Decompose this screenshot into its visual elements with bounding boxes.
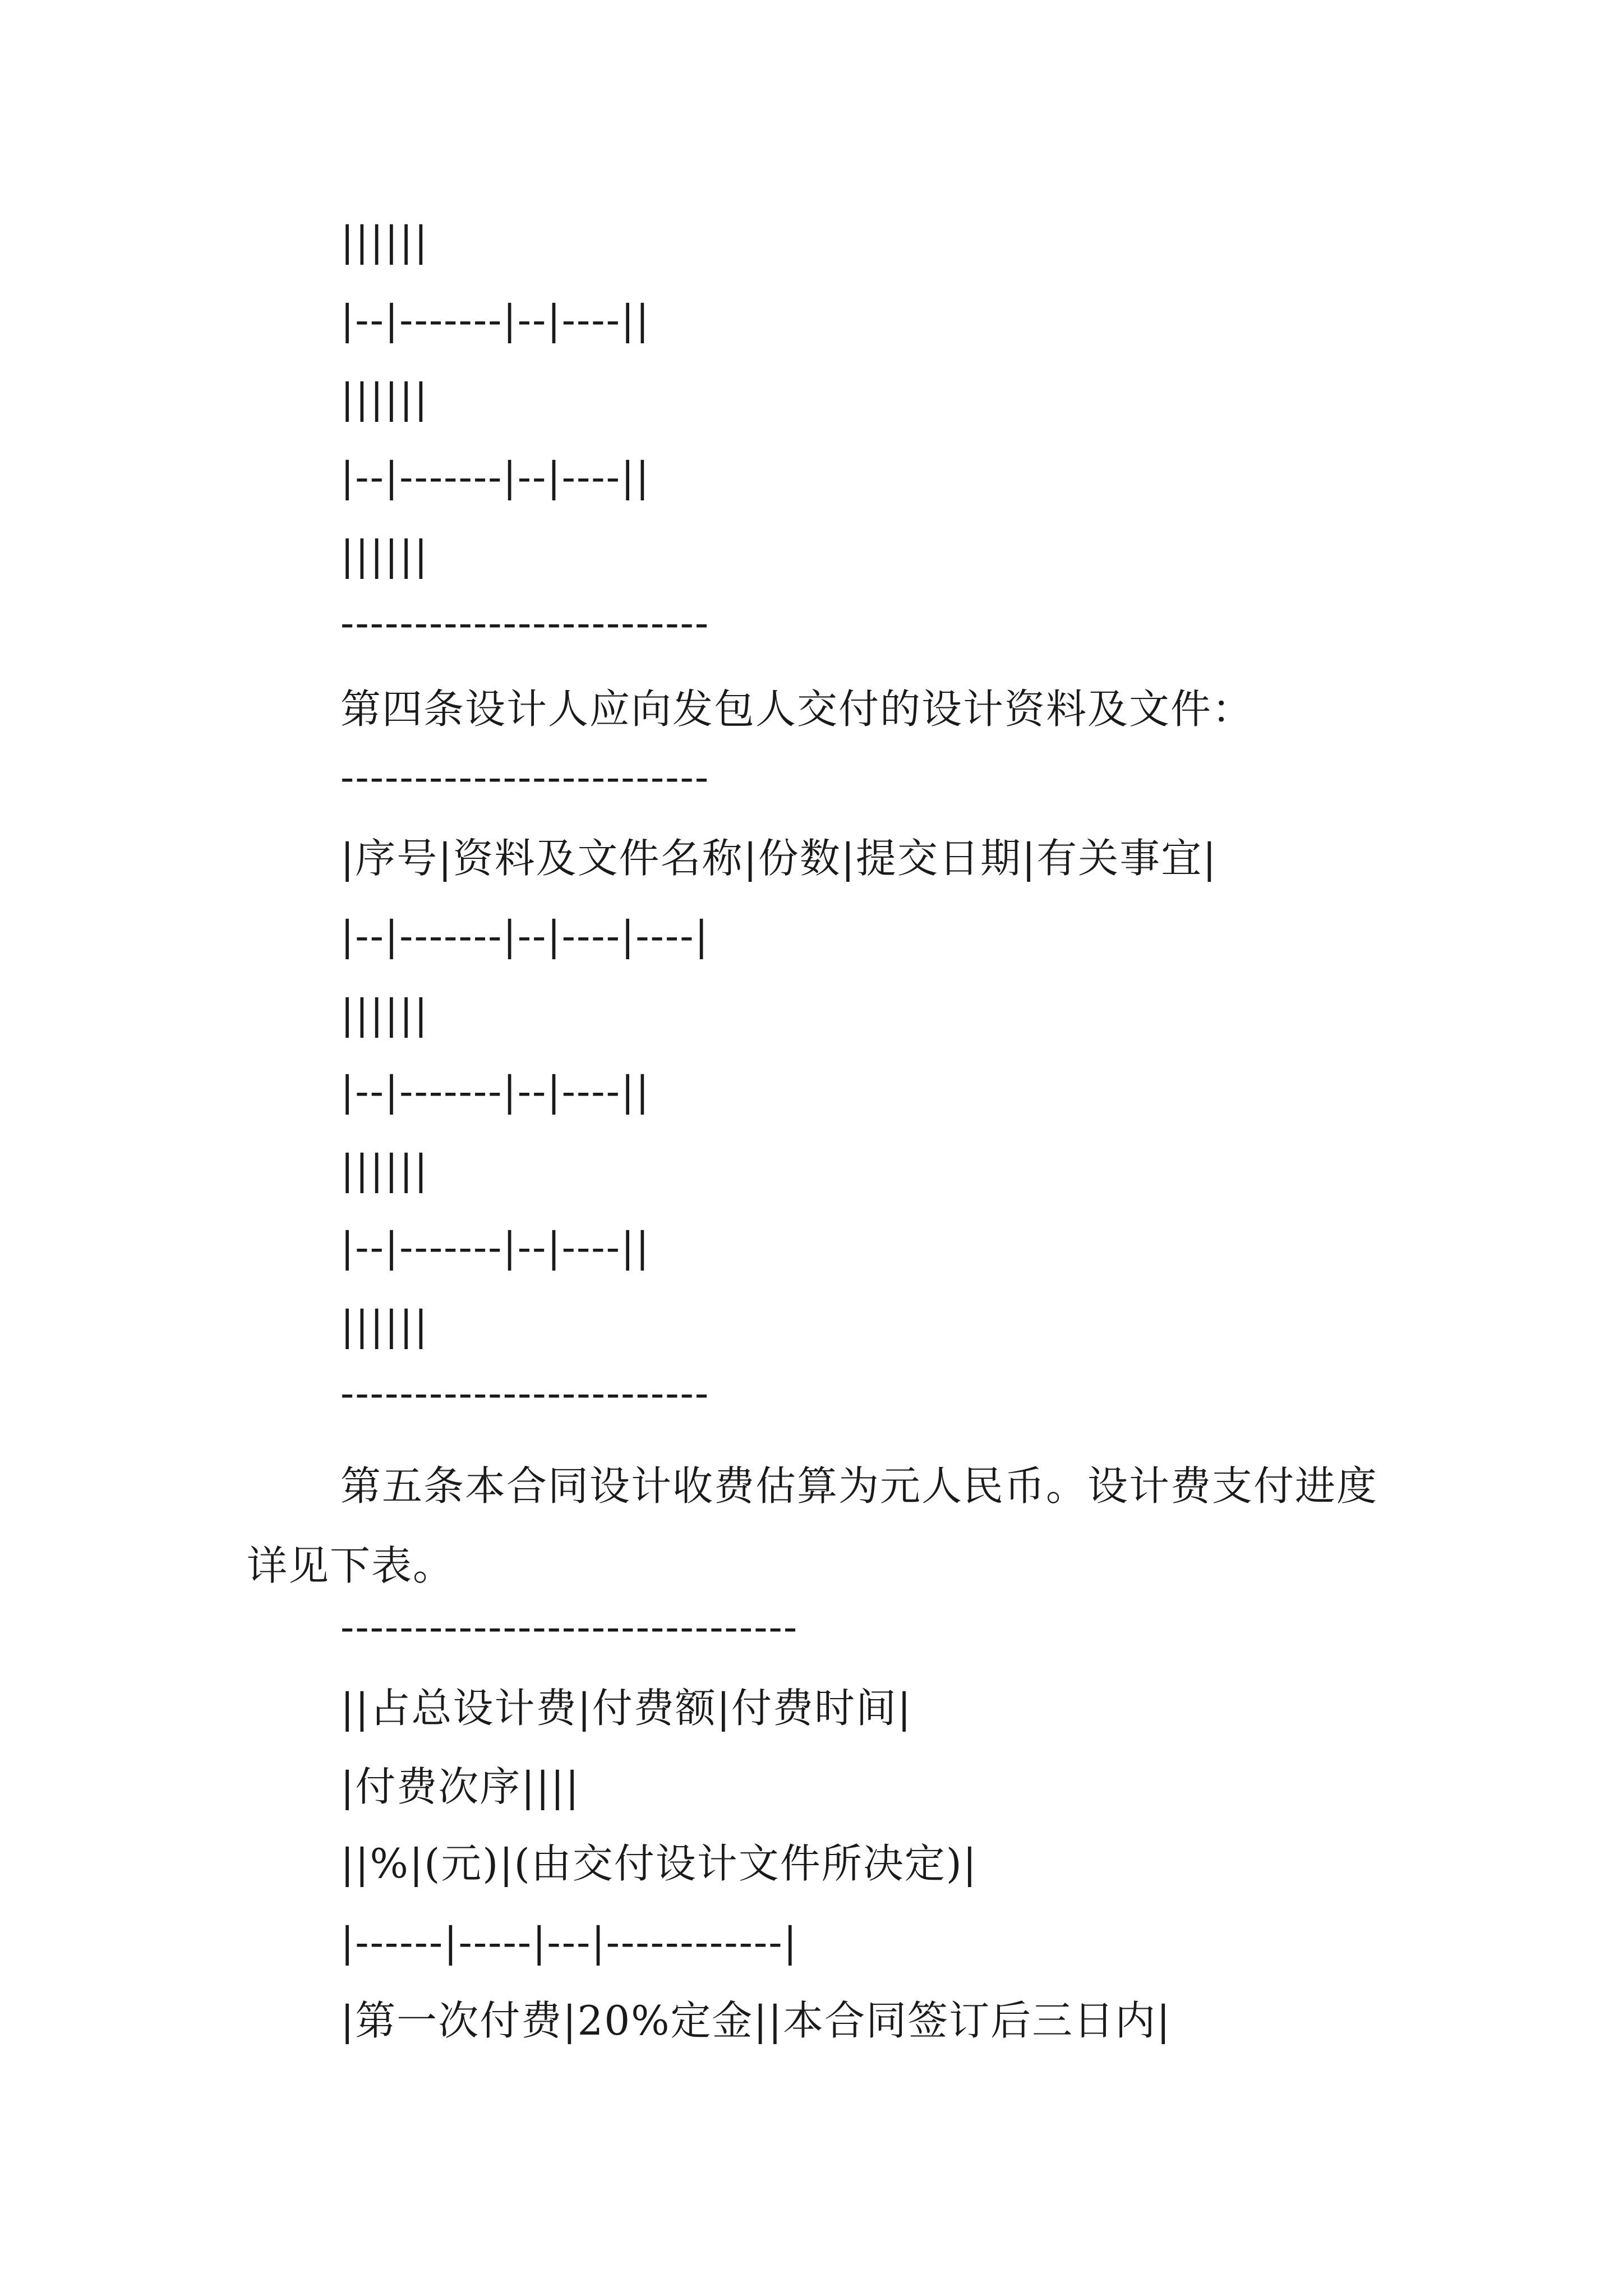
article-four-heading: 第四条设计人应向发包人交付的设计资料及文件： xyxy=(340,685,1254,733)
table-row: |||||| xyxy=(340,1302,429,1349)
table-separator: |--|-------|--|----|| xyxy=(340,1068,651,1115)
horizontal-rule: ------------------------- xyxy=(340,753,710,800)
table-header-row: |序号|资料及文件名称|份数|提交日期|有关事宜| xyxy=(340,835,1218,882)
table-separator: |--|-------|--|----|| xyxy=(340,1223,651,1271)
fee-table-row: |第一次付费|20%定金||本合同签订后三日内| xyxy=(340,1997,1172,2044)
table-separator: |--|-------|--|----|| xyxy=(340,453,651,500)
fee-table-header-row: ||%|(元)|(由交付设计文件所决定)| xyxy=(340,1840,978,1887)
horizontal-rule: ------------------------- xyxy=(340,599,710,646)
table-row: |||||| xyxy=(340,532,429,579)
table-row: |||||| xyxy=(340,375,429,422)
table-row: |||||| xyxy=(340,991,429,1038)
horizontal-rule: ------------------------------- xyxy=(340,1603,799,1650)
article-five-paragraph: 第五条本合同设计收费估算为元人民币。设计费支付进度详见下表。 xyxy=(247,1462,1378,1589)
horizontal-rule: ------------------------- xyxy=(340,1369,710,1416)
table-separator: |------|-----|---|------------| xyxy=(340,1918,798,1966)
fee-table-header-row: |付费次序|||| xyxy=(340,1763,580,1810)
table-separator: |--|-------|--|----|| xyxy=(340,296,651,343)
table-row: |||||| xyxy=(340,1146,429,1193)
table-separator: |--|-------|--|----|----| xyxy=(340,912,709,959)
fee-table-header-row: ||占总设计费|付费额|付费时间| xyxy=(340,1685,912,1732)
table-row: |||||| xyxy=(340,218,429,265)
